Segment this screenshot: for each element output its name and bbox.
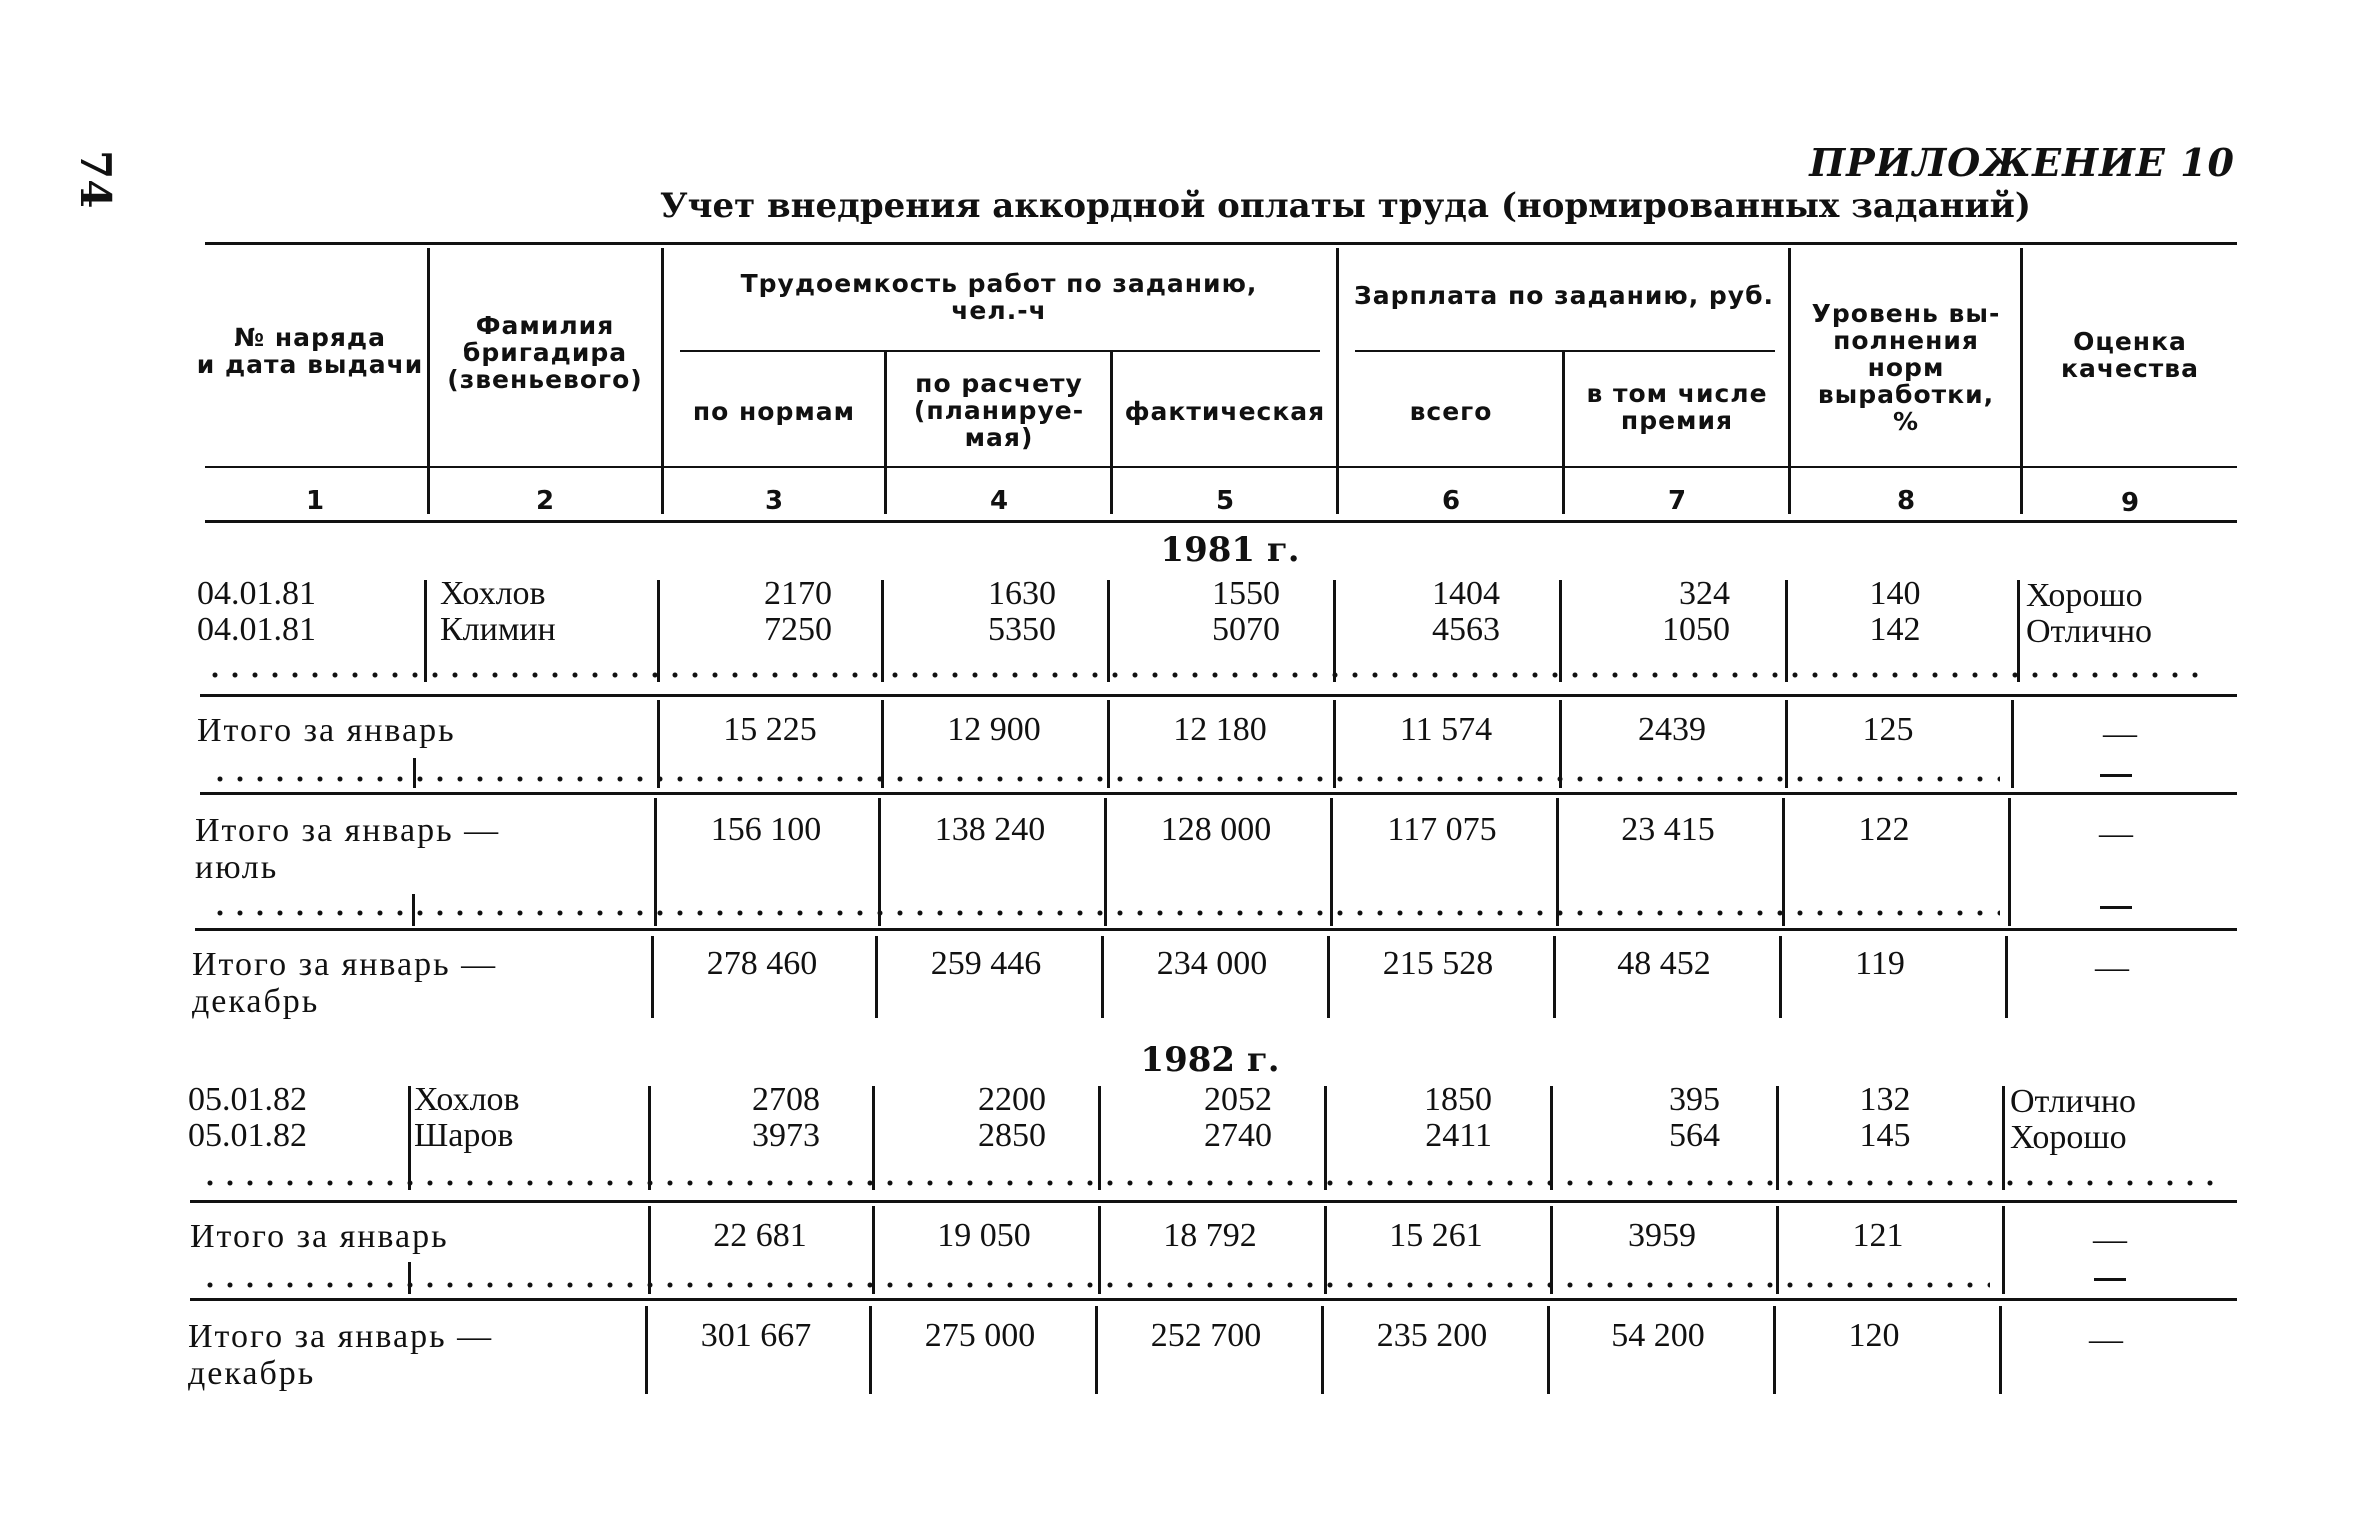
header-divider [1110,350,1113,514]
row-rule [190,1200,2237,1203]
labor-actual: 128 000 [1160,811,1272,848]
norm-level: 140 [1869,575,1921,612]
norm-level: 119 [1855,945,1905,982]
header-labor-group: Трудоемкость работ по заданию, чел.-ч [740,269,1258,325]
header-divider [1336,248,1339,514]
column-divider [1785,580,1788,682]
header-by-norms: по нормам [692,397,856,426]
dotted-leader [205,672,2205,678]
column-divider [2011,700,2014,788]
norm-level: 145 [1859,1117,1911,1154]
labor-actual: 18 792 [1163,1217,1257,1254]
labor-planned: 12 900 [947,711,1041,748]
column-divider [413,758,416,788]
header-divider [2020,248,2023,514]
appendix-label: ПРИЛОЖЕНИЕ 10 [1809,140,2235,185]
row-rule [200,694,2237,697]
pay-total: 1404 [1432,575,1500,612]
column-divider [1776,1086,1779,1190]
column-divider [2002,1086,2005,1190]
header-quality: Оценка качества [2061,327,2199,383]
row-rule [200,792,2237,795]
labor-actual: 12 180 [1173,711,1267,748]
foreman-name: Хохлов [440,575,546,612]
quality-grade: Отлично [2010,1083,2137,1120]
dotted-leader [210,776,2000,782]
labor-by-norms: 3973 [752,1117,820,1154]
order-date: 05.01.82 [188,1081,307,1118]
header-planned: по расчету (планируе- мая) [913,369,1085,452]
norm-level: 121 [1852,1217,1904,1254]
dotted-leader [200,1282,1990,1288]
header-pay-total: всего [1409,397,1493,426]
year-heading-1982: 1982 г. [1140,1040,1280,1080]
labor-planned: 19 050 [937,1217,1031,1254]
table-top-rule [205,242,2237,245]
column-number: 3 [764,486,784,516]
labor-planned: 2850 [978,1117,1046,1154]
pay-bonus: 54 200 [1611,1317,1705,1354]
quality-grade: — [2089,1321,2123,1358]
pay-total: 117 075 [1387,811,1497,848]
column-number: 1 [305,486,325,516]
column-divider [408,1262,411,1294]
labor-actual: 2740 [1204,1117,1272,1154]
pay-total: 4563 [1432,611,1500,648]
labor-planned: 138 240 [934,811,1046,848]
dash-mark [2100,906,2132,909]
total-label: Итого за январь — декабрь [188,1318,494,1392]
column-number: 2 [535,486,555,516]
header-divider [1562,350,1565,514]
column-number: 9 [2120,488,2140,518]
pay-total: 2411 [1425,1117,1492,1154]
labor-planned: 259 446 [930,945,1042,982]
labor-planned: 1630 [988,575,1056,612]
foreman-name: Шаров [414,1117,514,1154]
quality-grade: — [2103,715,2137,752]
pay-total: 215 528 [1382,945,1494,982]
column-number: 6 [1441,486,1461,516]
dash-mark [2100,774,2132,777]
labor-by-norms: 301 667 [700,1317,812,1354]
header-bottom-rule [205,466,2237,468]
total-label: Итого за январь [197,712,456,749]
header-divider [884,350,887,514]
column-number: 5 [1215,486,1235,516]
norm-level: 125 [1862,711,1914,748]
header-actual: фактическая [1124,397,1326,426]
pay-bonus: 324 [1679,575,1730,612]
page-number: 74 [71,150,120,209]
quality-grade: — [2093,1221,2127,1258]
labor-actual: 5070 [1212,611,1280,648]
row-rule [190,1298,2237,1301]
pay-bonus: 2439 [1638,711,1706,748]
foreman-name: Хохлов [414,1081,520,1118]
header-divider [661,248,664,514]
labor-actual: 1550 [1212,575,1280,612]
labor-actual: 234 000 [1156,945,1268,982]
pay-bonus: 1050 [1662,611,1730,648]
norm-level: 142 [1869,611,1921,648]
pay-bonus: 23 415 [1621,811,1715,848]
total-label: Итого за январь [190,1218,449,1255]
header-foreman: Фамилия бригадира (звеньевого) [447,311,643,394]
quality-grade: — [2095,949,2129,986]
labor-actual: 2052 [1204,1081,1272,1118]
row-rule [195,928,2237,931]
labor-planned: 275 000 [924,1317,1036,1354]
quality-grade: Хорошо [2026,577,2143,614]
norm-level: 132 [1859,1081,1911,1118]
order-date: 04.01.81 [197,611,316,648]
header-divider [1788,248,1791,514]
total-label: Итого за январь — июль [195,812,501,886]
header-pay-bonus: в том числе премия [1586,379,1768,435]
pay-total: 11 574 [1399,711,1493,748]
column-divider [408,1086,411,1190]
quality-grade: — [2099,815,2133,852]
labor-actual: 252 700 [1150,1317,1262,1354]
column-number: 8 [1896,486,1916,516]
column-divider [1333,580,1336,682]
pay-total: 235 200 [1376,1317,1488,1354]
quality-grade: Хорошо [2010,1119,2127,1156]
dotted-leader [200,1180,2220,1186]
pay-bonus: 564 [1669,1117,1720,1154]
total-label: Итого за январь — декабрь [192,946,498,1020]
column-number-rule [205,520,2237,523]
labor-by-norms: 15 225 [723,711,817,748]
dash-mark [2094,1278,2126,1281]
labor-by-norms: 2708 [752,1081,820,1118]
header-group-rule [680,350,1320,352]
year-heading-1981: 1981 г. [1160,530,1300,570]
labor-by-norms: 7250 [764,611,832,648]
pay-bonus: 3959 [1628,1217,1696,1254]
column-number: 4 [989,486,1009,516]
labor-by-norms: 156 100 [710,811,822,848]
labor-planned: 5350 [988,611,1056,648]
header-norm-level: Уровень вы- полнения норм выработки, % [1811,299,2001,436]
norm-level: 122 [1858,811,1910,848]
labor-planned: 2200 [978,1081,1046,1118]
header-pay-group: Зарплата по заданию, руб. [1353,281,1775,310]
pay-total: 15 261 [1389,1217,1483,1254]
column-divider [424,580,427,682]
order-date: 05.01.82 [188,1117,307,1154]
column-divider [1999,1306,2002,1394]
labor-by-norms: 2170 [764,575,832,612]
column-divider [2017,580,2020,682]
header-order-date: № наряда и дата выдачи [196,323,424,379]
column-number: 7 [1667,486,1687,516]
foreman-name: Климин [440,611,556,648]
dotted-leader [210,910,2000,916]
table-title: Учет внедрения аккордной оплаты труда (нормированных заданий) [660,186,2031,226]
header-divider [427,248,430,514]
pay-total: 1850 [1424,1081,1492,1118]
pay-bonus: 48 452 [1617,945,1711,982]
column-divider [2002,1206,2005,1294]
labor-by-norms: 22 681 [713,1217,807,1254]
column-divider [2008,798,2011,926]
norm-level: 120 [1848,1317,1900,1354]
pay-bonus: 395 [1669,1081,1720,1118]
column-divider [1324,1086,1327,1190]
header-group-rule [1355,350,1775,352]
order-date: 04.01.81 [197,575,316,612]
labor-by-norms: 278 460 [706,945,818,982]
quality-grade: Отлично [2026,613,2153,650]
column-divider [2005,936,2008,1018]
